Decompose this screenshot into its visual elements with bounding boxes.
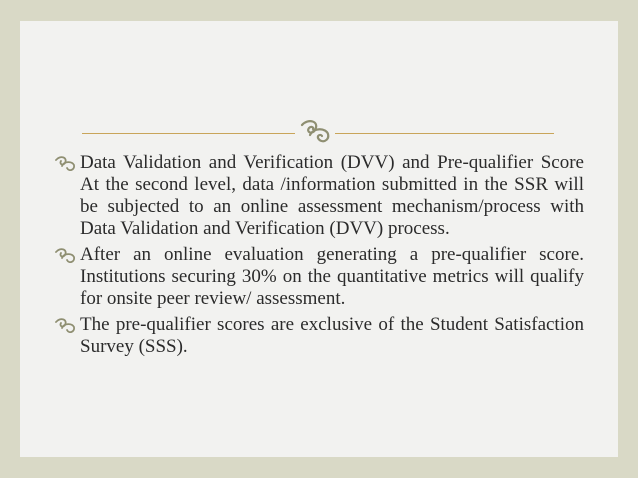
scroll-ornament-icon (54, 248, 76, 264)
bullet-item (54, 314, 584, 358)
title-divider (82, 133, 554, 134)
divider-line-right (335, 133, 554, 134)
bullet-item (54, 244, 584, 310)
bullet-list (54, 152, 584, 362)
bullet-text: Data Validation and Verification (DVV) and Pre-qualifier Score At the second level, data /information submitted in the SSR will be subjected to an online assessment mechanism/process with Data Validation and Verification (DVV) process. (80, 152, 584, 239)
scroll-ornament-icon (54, 156, 76, 172)
scroll-ornament-icon (298, 119, 332, 145)
scroll-ornament-icon (54, 318, 76, 334)
bullet-text: After an online evaluation generating a pre-qualifier score. Institutions securing 30% on the quantitative metrics will qualify for onsite peer review/ assessment. (80, 244, 584, 309)
bullet-item (54, 152, 584, 240)
bullet-text: The pre-qualifier scores are exclusive of the Student Satisfaction Survey (SSS). (80, 314, 584, 357)
divider-line-left (82, 133, 295, 134)
